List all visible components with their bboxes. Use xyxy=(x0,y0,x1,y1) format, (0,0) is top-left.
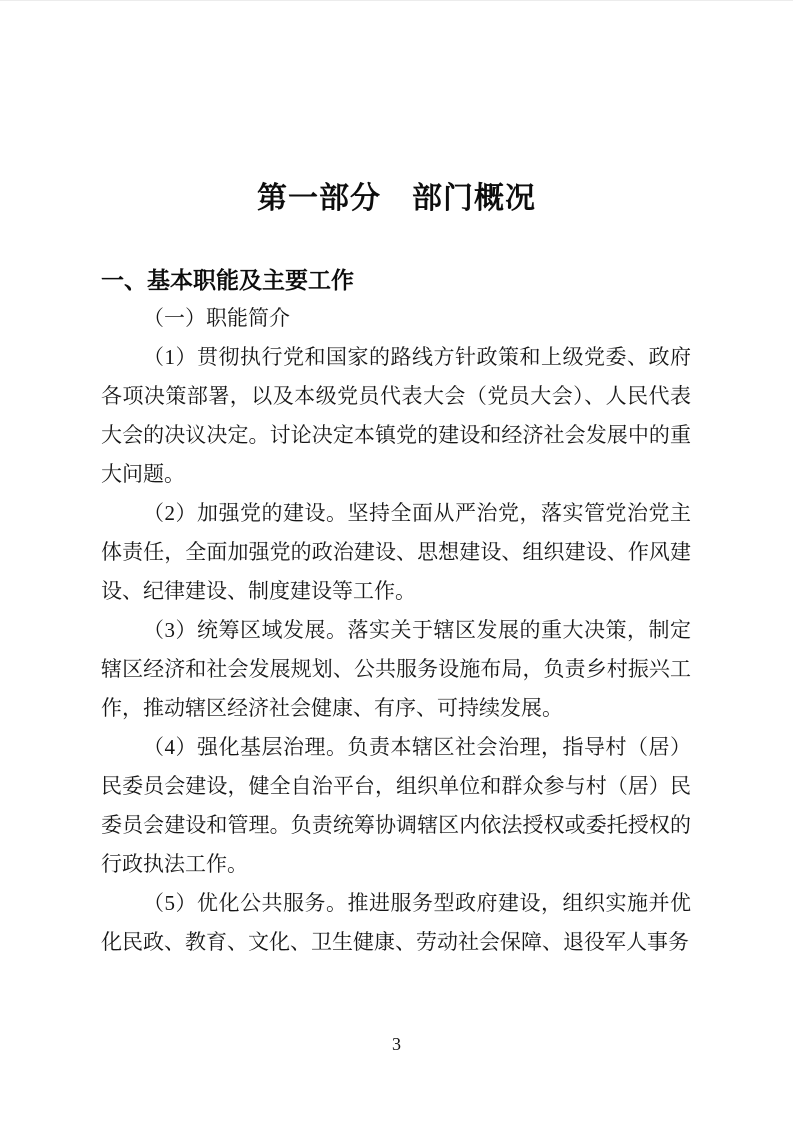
paragraph-2: （2）加强党的建设。坚持全面从严治党，落实管党治党主体责任，全面加强党的政治建设、思想建设、组织建设、作风建设、纪律建设、制度建设等工作。 xyxy=(101,501,691,603)
document-title: 第一部分 部门概况 xyxy=(257,182,536,215)
page-number: 3 xyxy=(392,1034,401,1054)
paragraph-1: （1）贯彻执行党和国家的路线方针政策和上级党委、政府各项决策部署，以及本级党员代表大会（党员大会）、人民代表大会的决议决定。讨论决定本镇党的建设和经济社会发展中的重大问题。 xyxy=(101,345,691,486)
document-body xyxy=(101,268,691,962)
paragraph-4: （4）强化基层治理。负责本辖区社会治理，指导村（居）民委员会建设，健全自治平台，组织单位和群众参与村（居）民委员会建设和管理。负责统筹协调辖区内依法授权或委托授权的行政执法工作。 xyxy=(101,735,691,876)
subsection-heading: （一）职能简介 xyxy=(143,306,290,330)
paragraph-3: （3）统筹区域发展。落实关于辖区发展的重大决策，制定辖区经济和社会发展规划、公共服务设施布局，负责乡村振兴工作，推动辖区经济社会健康、有序、可持续发展。 xyxy=(101,618,691,720)
paragraph-5: （5）优化公共服务。推进服务型政府建设，组织实施并优化民政、教育、文化、卫生健康、劳动社会保障、退役军人事务 xyxy=(101,891,691,954)
section-heading: 一、基本职能及主要工作 xyxy=(101,267,354,293)
